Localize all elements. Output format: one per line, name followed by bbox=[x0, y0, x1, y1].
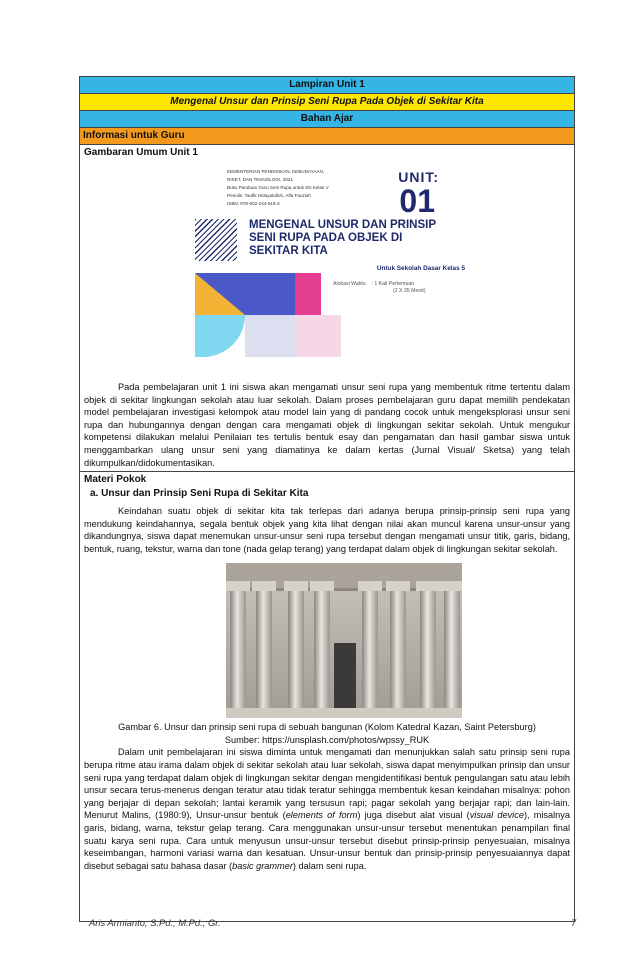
footer-author: Aris Armianto, S.Pd., M.Pd., Gr. bbox=[89, 917, 221, 928]
cover-title: MENGENAL UNSUR DAN PRINSIP SENI RUPA PADA OBJEK DI SEKITAR KITA bbox=[249, 219, 436, 257]
header-informasi-guru: Informasi untuk Guru bbox=[79, 127, 575, 144]
cover-block-shape bbox=[295, 273, 321, 315]
section-gambaran-umum bbox=[79, 144, 575, 472]
materi-paragraph-1: Keindahan suatu objek di sekitar kita tak terlepas dari adanya berupa prinsip-prinsip seni rupa yang mendukung keindahannya, segala bentuk objek yang kita lihat dengan nilai akan muncul karena unsur-unsur yang dikandungnya, siswa dapat menemukan unsur-unsur seni rupa tersebut dengan mengamati unsur titik, garis, bidang, bentuk, ruang, tekstur, warna dan tone (nada gelap terang) yang terdapat dalam objek di lingkungan sekitar sekolah. bbox=[84, 506, 570, 554]
cover-block-shape bbox=[245, 273, 295, 315]
cover-alokasi: Alokasi Waktu : 1 Kali Pertemuan (2 X 35 Menit) bbox=[333, 281, 426, 294]
book-cover-image bbox=[193, 161, 471, 359]
section1-paragraph: Pada pembelajaran unit 1 ini siswa akan mengamati unsur seni rupa yang membentuk ritme tertentu dalam objek di sekitar lingkungan sekolah atau luar sekolah. Dalam proses pembelajaran guru dapat memilih pendekatan model pembelajaran investigasi kelompok atau model lain yang di pandang cocok untuk mengeksplorasi unsur seni rupa dan hubungannya dengan dengan cara mengamati objek di lingkungan sekitar sekolah. Untuk mengukur kompetensi dilakukan melalui Penilaian tes tertulis bentuk esay dan pengamatan dan hasil gambar siswa untuk menggambarkan ulang unsur seni yang diamatinya ke dalam kertas (Jurnal Visual/ Sketsa) yang telah dikumpulkan/didokumentasikan. bbox=[84, 382, 570, 468]
section-materi-pokok bbox=[79, 472, 575, 922]
cover-unit-label: UNIT: bbox=[398, 169, 439, 185]
cover-meta: KEMENTERIAN PENDIDIKAN, KEBUDAYAAN, RISET, DAN TEKNOLOGI, 2021 Buku Panduan Guru Seni Rupa untuk SD Kelas V Penulis: Taufik Hidayatulloh, Alfa Fauziah ISBN: 978-602-244-616-3 bbox=[227, 169, 329, 206]
section-label: Materi Pokok bbox=[84, 474, 147, 485]
hatch-pattern-icon bbox=[195, 219, 237, 261]
cathedral-columns-photo bbox=[226, 563, 462, 718]
section-label: Gambaran Umum Unit 1 bbox=[84, 147, 198, 158]
header-lampiran: Lampiran Unit 1 bbox=[79, 76, 575, 93]
cover-school: Untuk Sekolah Dasar Kelas 5 bbox=[376, 265, 465, 272]
header-unit-title: Mengenal Unsur dan Prinsip Seni Rupa Pada Objek di Sekitar Kita bbox=[79, 93, 575, 110]
cover-unit-number: 01 bbox=[399, 183, 435, 219]
document-page bbox=[79, 76, 575, 922]
cover-block-shape bbox=[295, 315, 341, 357]
cover-block-shape bbox=[195, 315, 245, 357]
materi-paragraph-2: Dalam unit pembelajaran ini siswa diminta untuk mengamati dan menunjukkan salah satu prinsip seni rupa berupa ritme atau irama dalam objek di sekitar sekolah atau luar sekolah, siswa dapat menyimpulkan prinsip dan unsur seni rupa yang terdapat dalam objek di lingkungan sekitar dengan mengidentifikasi bentuk pengulangan satu atau lebih unsur secara terus-menerus dengan teratur atau tidak teratur sehingga membentuk kesan keindahan misalnya: pohon yang berjajar di depan sekolah; lantai keramik yang tersusun rapi; pagar sekolah yang berjajar rapi; dan lain-lain. Menurut Malins, (1980:9), Unsur-unsur bentuk (elements of form) juga disebut alat visual (visual device), misalnya garis, bidang, warna, tekstur gelap terang. Cara menggunakan unsur-unsur tersebut menentukan penampilan final suatu karya seni rupa. Cara untuk menyusun unsur-unsur tersebut disebut prinsip-prinsip penyesuaian, misalnya keseimbangan, harmoni variasi warna dan kesatuan. Unsur-unsur bentuk dan prinsip-prinsip penyesuaiannya dapat disebut sebagai satu bahasa dasar (basic grammer) dalam seni rupa. bbox=[84, 747, 570, 871]
cover-block-shape bbox=[245, 315, 295, 357]
figure-caption: Gambar 6. Unsur dan prinsip seni rupa di sebuah bangunan (Kolom Katedral Kazan, Saint Petersburg) Sumber: https://unsplash.com/photos/wpssy_RUK bbox=[118, 722, 536, 745]
header-bahan-ajar: Bahan Ajar bbox=[79, 110, 575, 127]
subheading: a. Unsur dan Prinsip Seni Rupa di Sekitar Kita bbox=[90, 488, 309, 499]
page-number: 7 bbox=[571, 917, 577, 928]
